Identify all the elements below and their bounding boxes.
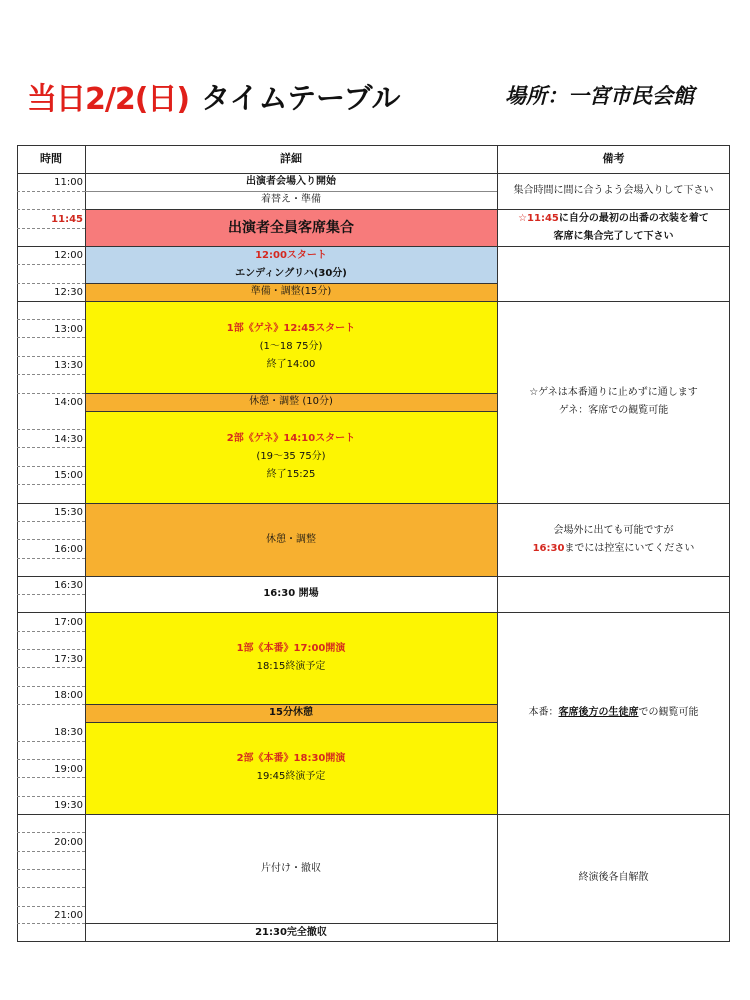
detail-open: 16:30 開場 [263, 588, 319, 599]
note-assembly-time: ☆11:45 [518, 212, 559, 224]
detail-start-block [85, 246, 497, 283]
detail-hon1-end: 18:15終演予定 [256, 661, 326, 672]
time-label: 13:00 [54, 324, 83, 335]
note-honban-line [529, 704, 699, 722]
detail-ge2 [85, 411, 497, 503]
header-detail: 詳細 [280, 152, 302, 165]
detail-ge1-title: 1部《ゲネ》12:45スタート [226, 323, 356, 334]
detail-break2: 休憩・調整 [266, 533, 316, 545]
detail-ge1-end: 終了14:00 [266, 359, 316, 370]
time-subline [17, 649, 85, 650]
time-label: 16:00 [54, 544, 83, 555]
detail-hon2-end: 19:45終演予定 [256, 771, 326, 782]
note-break-text: までには控室にいてください [564, 542, 695, 554]
time-subline [17, 704, 85, 705]
time-subline [17, 393, 85, 394]
time-subline [17, 759, 85, 760]
title [27, 78, 401, 117]
note-honban [497, 612, 730, 814]
note-break-line1: 会場外に出ても可能ですが [553, 524, 674, 536]
detail-break1: 休憩・調整 (10分) [249, 396, 333, 407]
time-subline [17, 851, 85, 852]
time-subline [17, 741, 85, 742]
time-label: 18:00 [54, 690, 83, 701]
detail-hon2 [85, 722, 497, 814]
time-subline [17, 906, 85, 907]
note-assembly [497, 209, 730, 246]
note-ge-line2: ゲネ：客席での観覧可能 [558, 405, 669, 416]
time-label: 12:00 [54, 250, 83, 261]
detail-hon1-title: 1部《本番》17:00開演 [236, 643, 346, 654]
time-subline [17, 686, 85, 687]
time-subline [17, 337, 85, 338]
header-notes: 備考 [602, 152, 625, 165]
header-time: 時間 [40, 152, 62, 165]
time-subline [17, 667, 85, 668]
note-ge-line1: ☆ゲネは本番通りに止めずに通します [529, 387, 698, 398]
detail-ge2-title: 2部《ゲネ》14:10スタート [226, 433, 356, 444]
time-label: 15:30 [54, 507, 83, 518]
timetable [17, 145, 730, 942]
time-subline [17, 191, 85, 192]
detail-ge1 [85, 301, 497, 393]
time-subline [17, 923, 85, 924]
venue: 場所：一宮市民会館 [505, 84, 694, 108]
time-label: 11:45 [51, 214, 83, 225]
time-label: 21:00 [54, 910, 83, 921]
note-break-time: 16:30 [532, 542, 565, 554]
detail-change: 着替え・準備 [261, 194, 321, 205]
title-main: タイムテーブル [201, 80, 401, 115]
time-subline [17, 539, 85, 540]
note-ge [497, 301, 730, 503]
time-label: 20:00 [54, 837, 83, 848]
time-subline [17, 209, 85, 210]
time-subline [17, 228, 85, 229]
time-label: 16:30 [54, 580, 83, 591]
time-label: 19:00 [54, 764, 83, 775]
detail-ge2-range: (19〜35 75分) [256, 451, 326, 462]
title-date: 当日2/2(日) [27, 82, 190, 117]
time-subline [17, 631, 85, 632]
time-subline [17, 283, 85, 284]
detail-intermission: 15分休憩 [269, 707, 313, 718]
time-subline [17, 374, 85, 375]
note-honban-place: 客席後方の生徒席 [558, 707, 639, 718]
time-subline [17, 319, 85, 320]
time-label: 18:30 [54, 727, 83, 738]
time-label: 14:00 [54, 397, 83, 408]
detail-prep: 準備・調整(15分) [250, 286, 332, 297]
time-subline [17, 429, 85, 430]
time-label: 15:00 [54, 470, 83, 481]
time-subline [17, 466, 85, 467]
time-label: 19:30 [54, 800, 83, 811]
time-label: 11:00 [54, 177, 83, 188]
detail-hon2-title: 2部《本番》18:30開演 [236, 753, 346, 764]
time-subline [17, 558, 85, 559]
time-subline [17, 777, 85, 778]
note-break [497, 503, 730, 576]
time-subline [17, 869, 85, 870]
time-subline [17, 521, 85, 522]
note-honban-suffix: での観覧可能 [638, 707, 699, 718]
time-label: 13:30 [54, 360, 83, 371]
detail-final: 21:30完全撤収 [255, 926, 327, 938]
detail-hon1 [85, 612, 497, 704]
detail-ending: エンディングリハ(30分) [235, 267, 347, 279]
time-subline [17, 447, 85, 448]
detail-start1200: 12:00スタート [255, 249, 327, 261]
time-label: 14:30 [54, 434, 83, 445]
detail-ge2-end: 終了15:25 [266, 469, 316, 480]
time-subline [17, 264, 85, 265]
time-subline [17, 594, 85, 595]
time-subline [17, 356, 85, 357]
note-assembly-line1 [518, 210, 709, 228]
note-dismiss: 終演後各自解散 [578, 872, 649, 883]
detail-arrival: 出演者会場入り開始 [246, 176, 336, 187]
time-subline [17, 796, 85, 797]
detail-assembly: 出演者全員客席集合 [228, 219, 354, 236]
note-honban-prefix: 本番： [528, 707, 559, 718]
note-assembly-line2: 客席に集合完了して下さい [553, 230, 674, 242]
time-label: 17:30 [54, 654, 83, 665]
time-subline [17, 484, 85, 485]
time-label: 17:00 [54, 617, 83, 628]
time-subline [17, 887, 85, 888]
detail-cleanup: 片付け・撤収 [261, 862, 321, 874]
time-subline [17, 832, 85, 833]
time-label: 12:30 [54, 287, 83, 298]
note-assembly-text: に自分の最初の出番の衣装を着て [558, 212, 709, 224]
note-break-line2 [533, 540, 695, 558]
note-arrival: 集合時間に間に合うよう会場入りして下さい [513, 185, 714, 196]
detail-ge1-range: (1〜18 75分) [259, 341, 323, 352]
